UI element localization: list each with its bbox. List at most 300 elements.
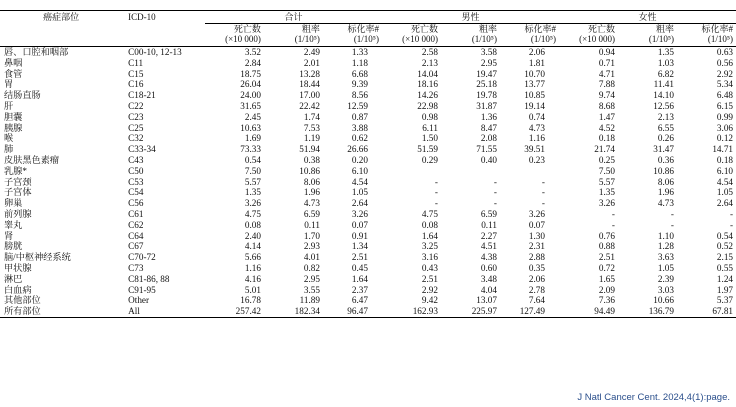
cell-value: 1.69 — [244, 133, 261, 144]
cell-cancer-site: 喉 — [4, 133, 14, 144]
cell-value: 9.42 — [421, 295, 438, 306]
cell-value: 3.52 — [244, 47, 261, 57]
cell-value: 225.97 — [441, 306, 500, 317]
cell-value: 5.57 — [244, 176, 261, 187]
cell-cancer-site: 脑/中枢神经系统 — [4, 252, 71, 263]
cell-value: 6.59 — [303, 208, 320, 219]
cell-value: 0.07 — [351, 219, 368, 230]
cell-value: 2.51 — [351, 252, 368, 263]
cell-value: 6.47 — [351, 295, 368, 306]
cell-value: 0.40 — [480, 154, 497, 165]
cell-value: 2.37 — [351, 284, 368, 295]
cell-value: 71.55 — [476, 144, 497, 155]
cell-value: 2.06 — [528, 273, 545, 284]
cell-value: 17.00 — [299, 90, 320, 101]
cell-value: 3.25 — [421, 241, 438, 252]
cell-cancer-site: 所有部位 — [0, 306, 122, 317]
cell-value: 96.47 — [323, 306, 382, 317]
cell-value: 1.35 — [657, 47, 674, 57]
table-row — [0, 101, 736, 112]
subheader-female-deaths — [559, 24, 618, 47]
subheader-line1: 粗率 — [655, 24, 674, 34]
cell-value: 10.66 — [653, 295, 674, 306]
subheader-total-crude-rate — [264, 24, 323, 47]
cell-value: 6.55 — [657, 122, 674, 133]
header-group-male: 男性 — [382, 11, 559, 24]
cell-cancer-site: 甲状腺 — [4, 262, 32, 273]
table-row — [0, 220, 736, 231]
source-citation: J Natl Cancer Cent. 2024,4(1):page. — [577, 392, 730, 403]
cell-value: - — [541, 176, 545, 187]
cell-value: 1.81 — [528, 57, 545, 68]
cell-value: 13.07 — [476, 295, 497, 306]
cell-value: 127.49 — [500, 306, 559, 317]
cell-value: 6.48 — [716, 90, 733, 101]
cell-value: 94.49 — [559, 306, 618, 317]
cell-value: 3.26 — [528, 208, 545, 219]
cell-value: 2.13 — [657, 111, 674, 122]
subheader-line2: (×10 000) — [402, 34, 438, 44]
cell-value: 0.29 — [421, 154, 438, 165]
cell-value: 2.51 — [421, 273, 438, 284]
cell-value: 1.96 — [657, 187, 674, 198]
subheader-line2: (1/10⁵) — [294, 34, 320, 44]
cell-value: 4.01 — [303, 252, 320, 263]
cell-icd10: C70-72 — [128, 252, 156, 263]
cell-cancer-site: 结肠直肠 — [4, 90, 41, 101]
cell-value: 2.40 — [244, 230, 261, 241]
cell-value: 51.59 — [417, 144, 438, 155]
cell-icd10: Other — [128, 295, 150, 306]
cell-value: 51.94 — [299, 144, 320, 155]
cell-value: 257.42 — [205, 306, 264, 317]
cell-value: 4.14 — [244, 241, 261, 252]
header-group-female: 女性 — [559, 11, 736, 24]
subheader-male-deaths — [382, 24, 441, 47]
cell-value: 0.91 — [351, 230, 368, 241]
subheader-line2: (1/10⁵) — [471, 34, 497, 44]
cell-icd10: C62 — [128, 219, 144, 230]
cell-value: 4.75 — [244, 208, 261, 219]
cell-value: 39.51 — [524, 144, 545, 155]
subheader-line1: 标化率# — [347, 24, 379, 34]
cell-value: 0.12 — [716, 133, 733, 144]
cell-icd10: C73 — [128, 262, 144, 273]
cell-value: 14.10 — [653, 90, 674, 101]
cell-value: 0.54 — [716, 230, 733, 241]
cell-value: 26.66 — [347, 144, 368, 155]
table-row — [0, 133, 736, 144]
cell-value: 3.48 — [480, 273, 497, 284]
cell-value: 2.08 — [480, 133, 497, 144]
cell-value: 13.28 — [299, 68, 320, 79]
subheader-line2: (1/10⁵) — [353, 34, 379, 44]
cell-value: 5.01 — [244, 284, 261, 295]
cell-value: 2.31 — [528, 241, 545, 252]
cell-value: 7.50 — [598, 165, 615, 176]
table-row — [0, 58, 736, 69]
table-row — [0, 274, 736, 285]
table-row — [0, 69, 736, 80]
cell-value: - — [493, 198, 497, 209]
table-row — [0, 47, 736, 58]
cell-cancer-site: 乳腺* — [4, 165, 27, 176]
cell-value: 11.89 — [299, 295, 320, 306]
cell-value: 67.81 — [677, 306, 736, 317]
subheader-line2: (1/10⁵) — [648, 34, 674, 44]
cell-value: 2.92 — [421, 284, 438, 295]
subheader-line2: (1/10⁵) — [707, 34, 733, 44]
cell-value: 16.78 — [240, 295, 261, 306]
cell-icd10: C61 — [128, 208, 144, 219]
cell-value: 4.51 — [480, 241, 497, 252]
cell-value: 9.74 — [598, 90, 615, 101]
cell-cancer-site: 肝 — [4, 100, 14, 111]
subheader-line1: 标化率# — [524, 24, 556, 34]
cell-value: 1.18 — [351, 57, 368, 68]
cell-value: 9.39 — [351, 79, 368, 90]
table-row — [0, 79, 736, 90]
cell-value: 0.11 — [481, 219, 497, 230]
cell-value: 0.71 — [598, 57, 615, 68]
cell-value: 0.36 — [657, 154, 674, 165]
cell-cancer-site: 胃 — [4, 79, 14, 90]
cell-value: 6.82 — [657, 68, 674, 79]
cell-value: 26.04 — [240, 79, 261, 90]
cell-value: 21.74 — [594, 144, 615, 155]
cell-value: 10.63 — [240, 122, 261, 133]
cell-value: 3.06 — [716, 122, 733, 133]
cell-cancer-site: 前列腺 — [4, 208, 32, 219]
cell-value: - — [611, 219, 615, 230]
cell-cancer-site: 食管 — [4, 68, 23, 79]
subheader-total-deaths — [205, 24, 264, 47]
cell-value: 3.55 — [303, 284, 320, 295]
cell-value: 7.53 — [303, 122, 320, 133]
cell-value: 0.55 — [716, 262, 733, 273]
cell-value — [500, 166, 559, 177]
subheader-female-crude-rate — [618, 24, 677, 47]
cell-value: 18.16 — [417, 79, 438, 90]
cell-value: 1.33 — [351, 47, 368, 57]
cell-value: 2.06 — [528, 47, 545, 57]
cell-value: 2.51 — [598, 252, 615, 263]
cell-value: 1.03 — [657, 57, 674, 68]
cell-value: 1.24 — [716, 273, 733, 284]
cell-value: 0.62 — [351, 133, 368, 144]
table-row — [0, 112, 736, 123]
cell-value — [441, 166, 500, 177]
subheader-line1: 死亡数 — [410, 24, 438, 34]
cell-value: 0.63 — [716, 47, 733, 57]
table-row — [0, 155, 736, 166]
cell-value: 31.87 — [476, 100, 497, 111]
cell-value: 1.64 — [351, 273, 368, 284]
cell-value: 0.18 — [598, 133, 615, 144]
cell-value: 0.99 — [716, 111, 733, 122]
cell-value: 0.11 — [304, 219, 320, 230]
cell-value: 5.37 — [716, 295, 733, 306]
header-cancer-site: 癌症部位 — [0, 11, 122, 47]
cell-value: - — [611, 208, 615, 219]
table-row — [0, 90, 736, 101]
cell-value: - — [541, 198, 545, 209]
cell-value: 1.65 — [598, 273, 615, 284]
subheader-female-asr — [677, 24, 736, 47]
cell-value: 2.27 — [480, 230, 497, 241]
cell-value: - — [541, 187, 545, 198]
cell-value: 10.86 — [653, 165, 674, 176]
cell-value: 0.25 — [598, 154, 615, 165]
cell-cancer-site: 肺 — [4, 144, 14, 155]
subheader-line2: (1/10⁵) — [530, 34, 556, 44]
cell-value: 4.04 — [480, 284, 497, 295]
cell-value: 6.10 — [351, 165, 368, 176]
cell-value: 1.35 — [244, 187, 261, 198]
cell-value: 182.34 — [264, 306, 323, 317]
cell-cancer-site: 肾 — [4, 230, 14, 241]
cell-value: 4.73 — [657, 198, 674, 209]
cell-value: 1.96 — [303, 187, 320, 198]
cell-value: 3.88 — [351, 122, 368, 133]
cell-value: 0.98 — [421, 111, 438, 122]
cell-value: 10.70 — [524, 68, 545, 79]
table-row — [0, 252, 736, 263]
cell-value: 7.50 — [244, 165, 261, 176]
table-row — [0, 209, 736, 220]
cell-value: 1.05 — [716, 187, 733, 198]
cell-cancer-site: 膀胱 — [4, 241, 23, 252]
subheader-male-crude-rate — [441, 24, 500, 47]
cell-value: 1.05 — [657, 262, 674, 273]
table-row — [0, 198, 736, 209]
cell-value: 18.44 — [299, 79, 320, 90]
cell-value: 0.08 — [244, 219, 261, 230]
cell-value: 1.19 — [303, 133, 320, 144]
cell-value: - — [434, 198, 438, 209]
cell-value: 5.66 — [244, 252, 261, 263]
cell-value: 4.54 — [351, 176, 368, 187]
cell-icd10: C43 — [128, 154, 144, 165]
cell-value: 1.64 — [421, 230, 438, 241]
cell-value: 2.93 — [303, 241, 320, 252]
cell-value: 2.92 — [716, 68, 733, 79]
cell-value: 0.35 — [528, 262, 545, 273]
cell-cancer-site: 白血病 — [4, 284, 32, 295]
cell-cancer-site: 淋巴 — [4, 273, 23, 284]
cell-value: 19.14 — [524, 100, 545, 111]
cell-icd10: C56 — [128, 198, 144, 209]
table-row — [0, 306, 736, 317]
cell-value: 0.18 — [716, 154, 733, 165]
cell-value: 2.64 — [716, 198, 733, 209]
cell-value: 13.77 — [524, 79, 545, 90]
cell-cancer-site: 其他部位 — [4, 295, 41, 306]
subheader-total-asr — [323, 24, 382, 47]
cell-value: 1.97 — [716, 284, 733, 295]
cell-icd10: C23 — [128, 111, 144, 122]
cell-value: 14.26 — [417, 90, 438, 101]
cell-value: 2.39 — [657, 273, 674, 284]
cell-value: 1.70 — [303, 230, 320, 241]
cell-value: 12.59 — [347, 100, 368, 111]
cell-value: 1.16 — [244, 262, 261, 273]
cell-icd10: C33-34 — [128, 144, 156, 155]
cell-value: 4.73 — [303, 198, 320, 209]
cell-value: 2.45 — [244, 111, 261, 122]
cell-value: 7.36 — [598, 295, 615, 306]
cell-value: 12.56 — [653, 100, 674, 111]
cell-value: 0.45 — [351, 262, 368, 273]
cell-value: 2.58 — [421, 47, 438, 57]
cell-value: 0.08 — [421, 219, 438, 230]
cell-value: 19.78 — [476, 90, 497, 101]
cell-value: 0.94 — [598, 47, 615, 57]
cell-value: - — [493, 187, 497, 198]
cell-value: 31.47 — [653, 144, 674, 155]
cell-icd10: C16 — [128, 79, 144, 90]
cell-icd10: C22 — [128, 100, 144, 111]
cell-value: 1.05 — [351, 187, 368, 198]
cell-value: 2.78 — [528, 284, 545, 295]
cell-value: 2.95 — [303, 273, 320, 284]
cell-value: 3.26 — [351, 208, 368, 219]
cell-icd10: C15 — [128, 68, 144, 79]
cell-value: 0.82 — [303, 262, 320, 273]
cell-value: 0.26 — [657, 133, 674, 144]
cell-icd10: C11 — [128, 57, 144, 68]
cell-cancer-site: 唇、口腔和咽部 — [4, 47, 69, 57]
table-row — [0, 263, 736, 274]
cell-cancer-site: 子宫体 — [4, 187, 32, 198]
table-row — [0, 187, 736, 198]
cell-value: 6.15 — [716, 100, 733, 111]
cell-value: 162.93 — [382, 306, 441, 317]
cell-value: 19.47 — [476, 68, 497, 79]
cell-value: 1.47 — [598, 111, 615, 122]
cell-icd10: C18-21 — [128, 90, 156, 101]
cell-value: 4.16 — [244, 273, 261, 284]
header-icd10: ICD-10 — [122, 11, 205, 47]
cell-icd10: C81-86, 88 — [128, 273, 170, 284]
cell-icd10: C67 — [128, 241, 144, 252]
subheader-line1: 标化率# — [701, 24, 733, 34]
cell-value: 0.87 — [351, 111, 368, 122]
cell-value: 6.68 — [351, 68, 368, 79]
cell-cancer-site: 胆囊 — [4, 111, 23, 122]
cell-value: - — [729, 208, 733, 219]
table-row — [0, 285, 736, 296]
cell-value: 18.75 — [240, 68, 261, 79]
cell-value: 3.58 — [480, 47, 497, 57]
cell-icd10: C53 — [128, 176, 144, 187]
cell-value: 24.00 — [240, 90, 261, 101]
cell-value: 0.56 — [716, 57, 733, 68]
table-row — [0, 123, 736, 134]
cell-value: 2.88 — [528, 252, 545, 263]
cell-value: 0.72 — [598, 262, 615, 273]
subheader-line2: (×10 000) — [225, 34, 261, 44]
cell-value: 1.34 — [351, 241, 368, 252]
cell-value: 8.06 — [657, 176, 674, 187]
cell-value: 73.33 — [240, 144, 261, 155]
cell-value: 4.54 — [716, 176, 733, 187]
cell-value: 8.68 — [598, 100, 615, 111]
cell-icd10: C64 — [128, 230, 144, 241]
cell-value: 136.79 — [618, 306, 677, 317]
cell-value: 14.71 — [712, 144, 733, 155]
cell-value: 2.13 — [421, 57, 438, 68]
cell-value: 0.74 — [528, 111, 545, 122]
cell-value: 5.57 — [598, 176, 615, 187]
cell-value: 0.43 — [421, 262, 438, 273]
table-row — [0, 177, 736, 188]
cell-value: - — [434, 176, 438, 187]
cell-value: 1.30 — [528, 230, 545, 241]
cell-value: 0.52 — [716, 241, 733, 252]
cell-value: 0.88 — [598, 241, 615, 252]
cell-value: 2.49 — [303, 47, 320, 57]
cell-value: 3.03 — [657, 284, 674, 295]
cell-value: 4.73 — [528, 122, 545, 133]
cell-cancer-site: 皮肤黑色素瘤 — [4, 154, 60, 165]
cell-value: 11.41 — [653, 79, 674, 90]
cell-value: - — [670, 219, 674, 230]
cell-icd10: C54 — [128, 187, 144, 198]
cell-value: 3.63 — [657, 252, 674, 263]
cell-value: 14.04 — [417, 68, 438, 79]
cell-value: 0.76 — [598, 230, 615, 241]
cell-value: 0.60 — [480, 262, 497, 273]
cell-value: 1.10 — [657, 230, 674, 241]
table-body — [0, 47, 736, 318]
cell-icd10: C91-95 — [128, 284, 156, 295]
cell-value: 8.06 — [303, 176, 320, 187]
cell-value: 31.65 — [240, 100, 261, 111]
cell-value: 0.54 — [244, 154, 261, 165]
cell-value: 8.47 — [480, 122, 497, 133]
table-row — [0, 144, 736, 155]
cell-value: 6.59 — [480, 208, 497, 219]
cell-value: 4.38 — [480, 252, 497, 263]
cell-value: 4.75 — [421, 208, 438, 219]
cell-value: 4.52 — [598, 122, 615, 133]
cell-value: - — [670, 208, 674, 219]
cell-value: 2.15 — [716, 252, 733, 263]
cell-cancer-site: 胰腺 — [4, 122, 23, 133]
cell-value: 22.98 — [417, 100, 438, 111]
cell-value: 1.35 — [598, 187, 615, 198]
cell-value: 2.95 — [480, 57, 497, 68]
cell-value: 10.86 — [299, 165, 320, 176]
subheader-male-asr — [500, 24, 559, 47]
cell-icd10: C00-10, 12-13 — [128, 47, 182, 57]
cell-value: 1.74 — [303, 111, 320, 122]
cell-value: 3.26 — [244, 198, 261, 209]
cell-value: 1.50 — [421, 133, 438, 144]
subheader-line1: 死亡数 — [587, 24, 615, 34]
cell-value: 4.71 — [598, 68, 615, 79]
cell-value: 10.85 — [524, 90, 545, 101]
cell-value: 0.20 — [351, 154, 368, 165]
cell-value: 2.09 — [598, 284, 615, 295]
header-group-total: 合计 — [205, 11, 382, 24]
cell-cancer-site: 卵巢 — [4, 198, 23, 209]
cell-value: 25.18 — [476, 79, 497, 90]
cell-value: 2.01 — [303, 57, 320, 68]
cell-icd10: C50 — [128, 165, 144, 176]
cell-value: 1.16 — [528, 133, 545, 144]
